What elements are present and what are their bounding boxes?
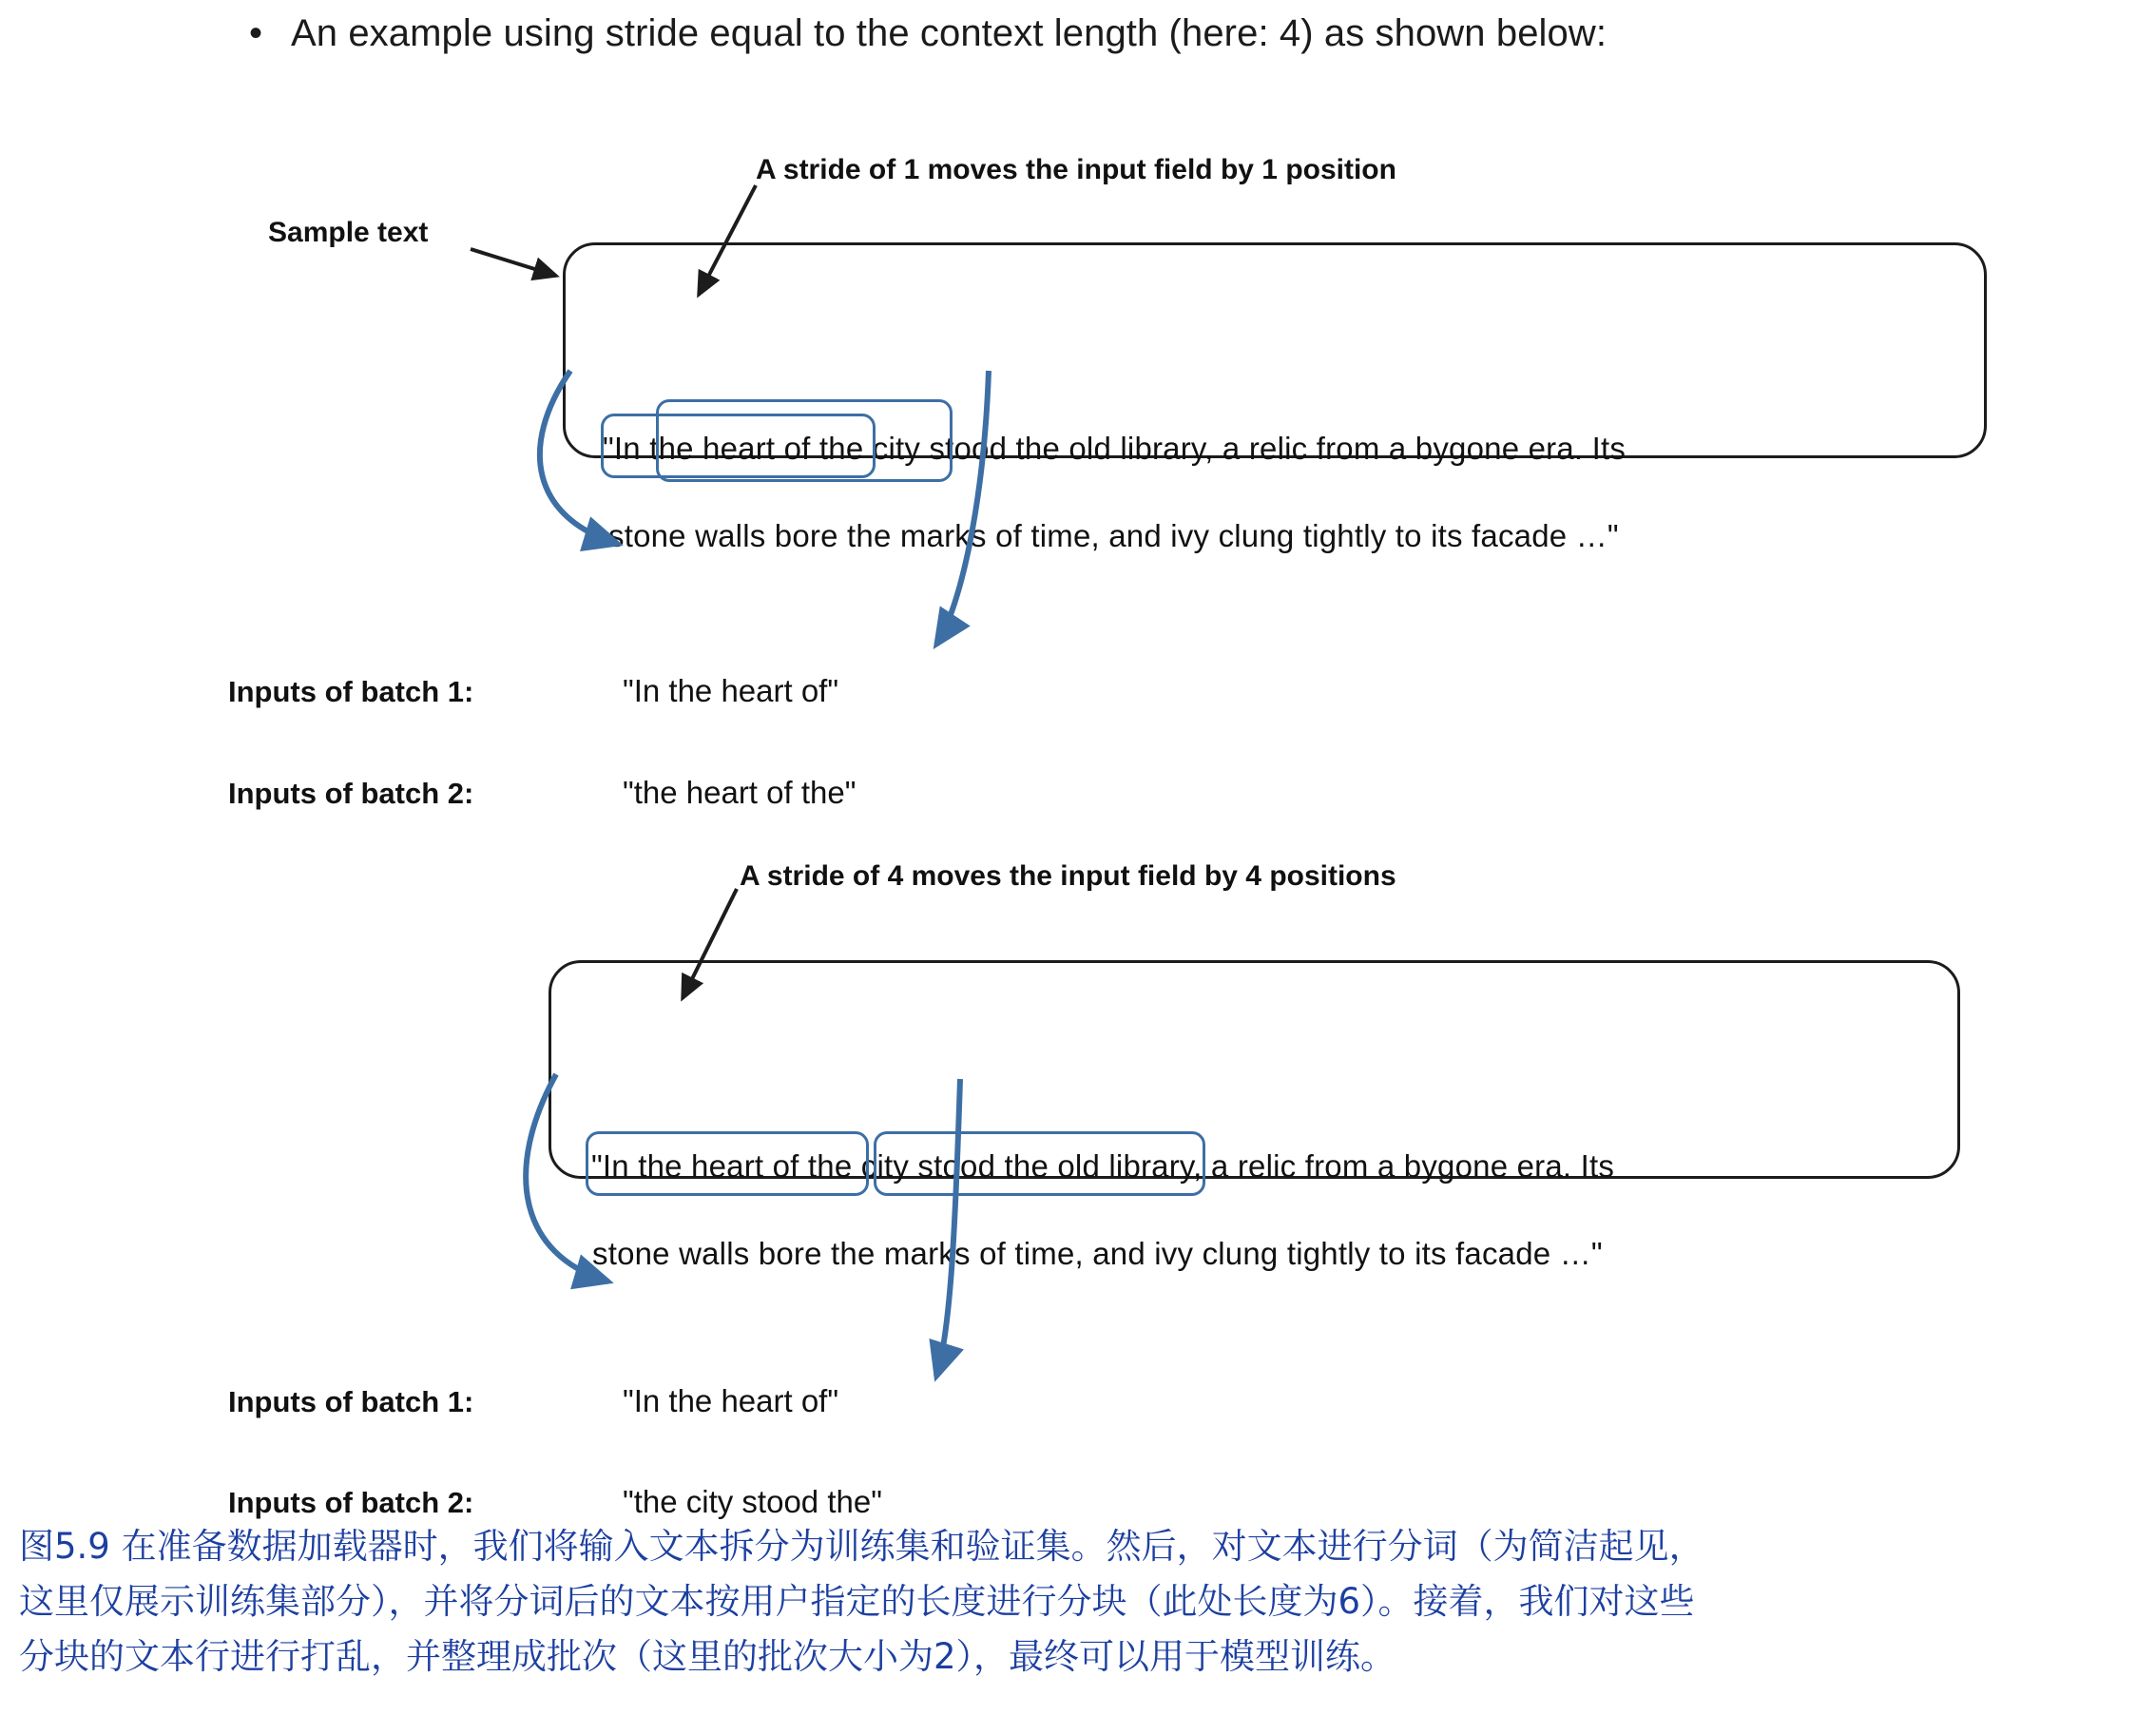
bullet-item xyxy=(249,11,2055,55)
bullet-text: An example using stride equal to the context length (here: 4) as shown below: xyxy=(291,12,1607,54)
figure-panel-stride-4 xyxy=(0,827,2156,1519)
sample-text-line-1: "In the heart of the city stood the old library, a relic from a bygone era. Its xyxy=(603,431,1627,466)
batch-2-label: Inputs of batch 2: xyxy=(228,1486,474,1519)
bullet-marker-icon: • xyxy=(249,12,263,54)
sample-text-line-1: "In the heart of the city stood the old library, a relic from a bygone era. Its xyxy=(591,1148,1615,1184)
batch-1-label: Inputs of batch 1: xyxy=(228,1385,474,1418)
batch-1-value: "In the heart of" xyxy=(623,673,839,708)
figure-panel-stride-1 xyxy=(0,124,2156,810)
sample-text-box-1 xyxy=(563,242,1987,458)
stride-4-annotation: A stride of 4 moves the input field by 4 positions xyxy=(740,860,1396,892)
batch-2-value: "the heart of the" xyxy=(623,775,857,810)
caption-line-3: 分块的文本行进行打乱，并整理成批次（这里的批次大小为2），最终可以用于模型训练。 xyxy=(19,1636,1396,1677)
figure-caption xyxy=(19,1519,2139,1685)
sample-text-line-2: stone walls bore the marks of time, and ivy clung tightly to its facade …" xyxy=(592,1236,1603,1271)
batch-2-label: Inputs of batch 2: xyxy=(228,777,474,810)
batch-2-value: "the city stood the" xyxy=(623,1484,882,1519)
batch-1-value: "In the heart of" xyxy=(623,1383,839,1418)
stride-1-annotation: A stride of 1 moves the input field by 1 position xyxy=(756,154,1396,185)
sample-text-line-2: stone walls bore the marks of time, and ivy clung tightly to its facade …" xyxy=(608,518,1619,553)
caption-line-2: 这里仅展示训练集部分），并将分词后的文本按用户指定的长度进行分块（此处长度为6）。接着，我们对这些 xyxy=(19,1581,1695,1622)
sample-text-box-2 xyxy=(549,960,1960,1179)
sample-text-label: Sample text xyxy=(268,217,429,248)
caption-line-1: 图5.9 在准备数据加载器时，我们将输入文本拆分为训练集和验证集。然后，对文本进行分词（为简洁起见， xyxy=(19,1526,1704,1567)
batch-1-label: Inputs of batch 1: xyxy=(228,675,474,708)
